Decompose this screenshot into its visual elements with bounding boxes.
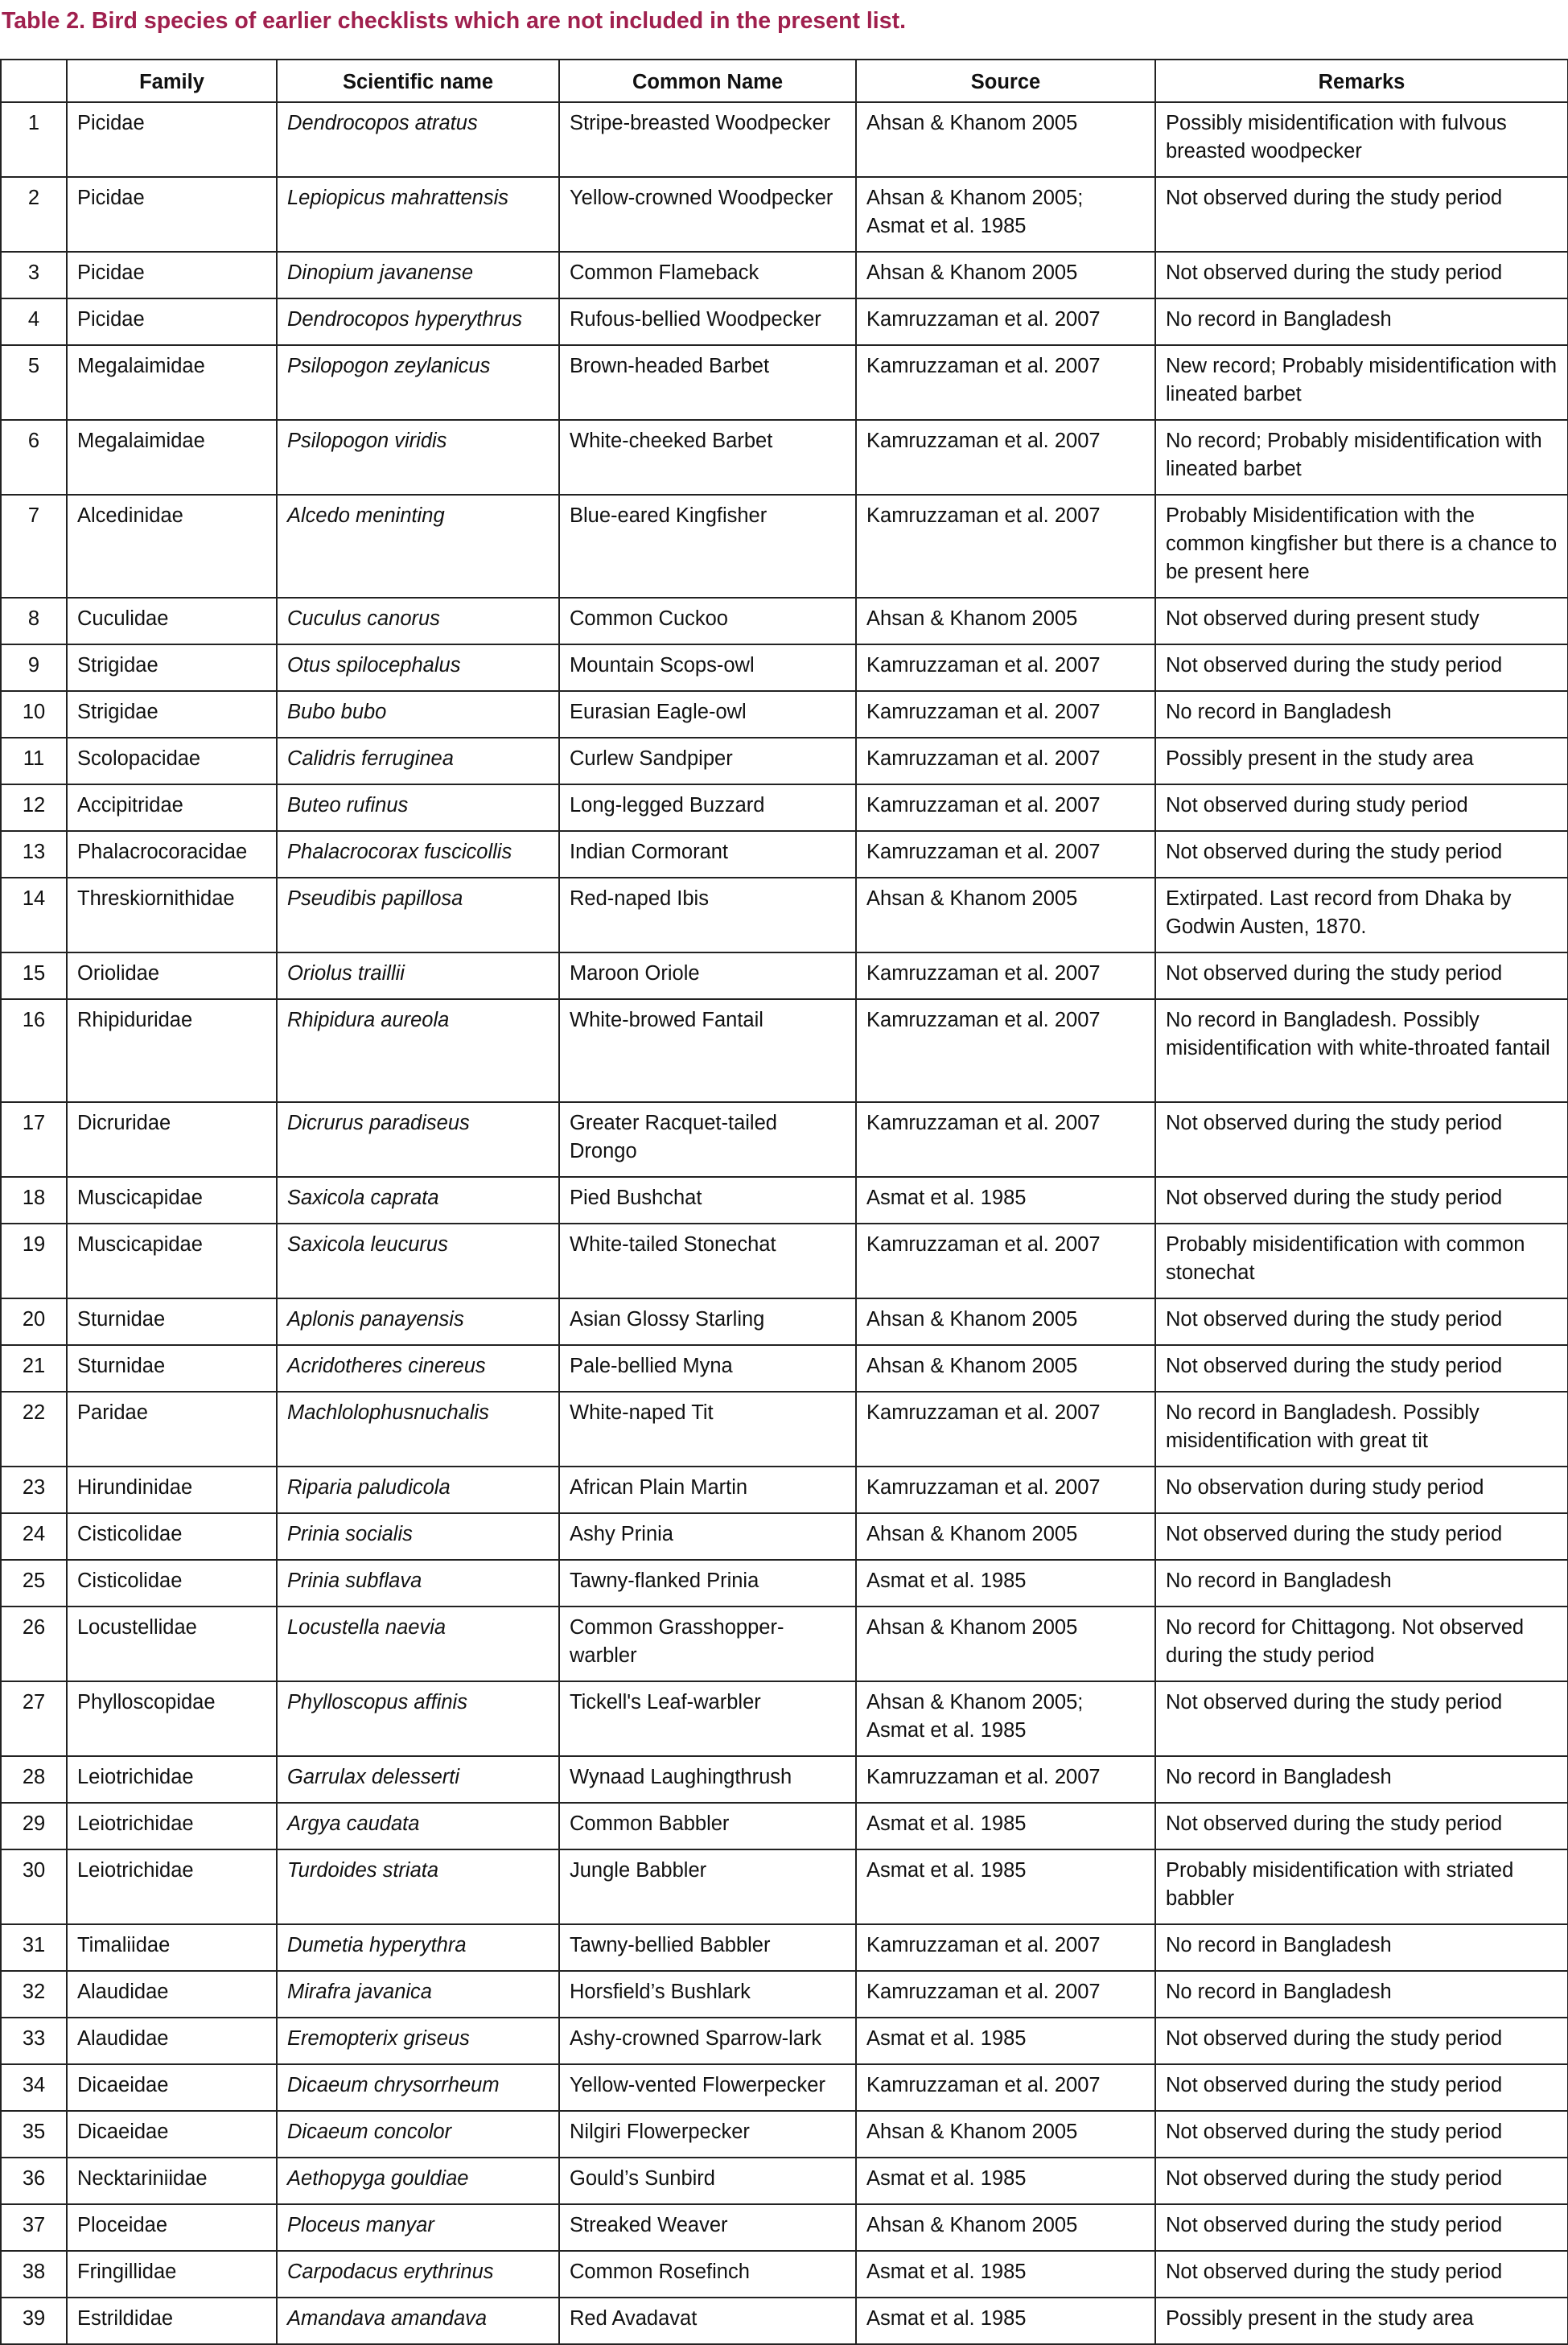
family-cell: Sturnidae xyxy=(67,1345,277,1392)
common-name-cell: White-tailed Stonechat xyxy=(559,1224,856,1298)
common-name-cell: Tawny-bellied Babbler xyxy=(559,1924,856,1971)
row-number: 17 xyxy=(1,1102,67,1177)
scientific-name-cell: Aplonis panayensis xyxy=(277,1298,559,1345)
source-cell: Ahsan & Khanom 2005 xyxy=(856,2204,1155,2251)
row-number: 4 xyxy=(1,298,67,345)
family-cell: Timaliidae xyxy=(67,1924,277,1971)
common-name-cell: Wynaad Laughingthrush xyxy=(559,1756,856,1803)
scientific-name-cell: Saxicola caprata xyxy=(277,1177,559,1224)
common-name-cell: African Plain Martin xyxy=(559,1467,856,1513)
family-cell: Dicaeidae xyxy=(67,2064,277,2111)
remarks-cell: No record in Bangladesh xyxy=(1155,1971,1568,2018)
source-cell: Kamruzzaman et al. 2007 xyxy=(856,495,1155,598)
remarks-cell: Possibly present in the study area xyxy=(1155,2298,1568,2344)
scientific-name-cell: Oriolus traillii xyxy=(277,952,559,999)
family-cell: Locustellidae xyxy=(67,1607,277,1681)
table-row xyxy=(1,1803,1568,1849)
common-name-cell: Common Rosefinch xyxy=(559,2251,856,2298)
table-row xyxy=(1,691,1568,738)
table-row xyxy=(1,1177,1568,1224)
family-cell: Ploceidae xyxy=(67,2204,277,2251)
row-number: 28 xyxy=(1,1756,67,1803)
header-source: Source xyxy=(856,60,1155,102)
remarks-cell: Not observed during the study period xyxy=(1155,2251,1568,2298)
table-row xyxy=(1,2158,1568,2204)
table-caption: Table 2. Bird species of earlier checklists which are not included in the present list. xyxy=(2,8,906,34)
family-cell: Alcedinidae xyxy=(67,495,277,598)
scientific-name-cell: Amandava amandava xyxy=(277,2298,559,2344)
common-name-cell: White-naped Tit xyxy=(559,1392,856,1467)
scientific-name-cell: Dicaeum concolor xyxy=(277,2111,559,2158)
family-cell: Threskiornithidae xyxy=(67,878,277,952)
scientific-name-cell: Saxicola leucurus xyxy=(277,1224,559,1298)
source-cell: Kamruzzaman et al. 2007 xyxy=(856,420,1155,495)
row-number: 36 xyxy=(1,2158,67,2204)
table-row xyxy=(1,1756,1568,1803)
common-name-cell: Nilgiri Flowerpecker xyxy=(559,2111,856,2158)
header-common-name: Common Name xyxy=(559,60,856,102)
row-number: 1 xyxy=(1,102,67,177)
row-number: 30 xyxy=(1,1849,67,1924)
table-row xyxy=(1,831,1568,878)
remarks-cell: No record; Probably misidentification with lineated barbet xyxy=(1155,420,1568,495)
table-row xyxy=(1,2018,1568,2064)
family-cell: Cuculidae xyxy=(67,598,277,644)
common-name-cell: White-browed Fantail xyxy=(559,999,856,1102)
scientific-name-cell: Bubo bubo xyxy=(277,691,559,738)
remarks-cell: Not observed during the study period xyxy=(1155,1681,1568,1756)
family-cell: Dicruridae xyxy=(67,1102,277,1177)
bird-species-table xyxy=(0,59,1568,2345)
remarks-cell: Not observed during the study period xyxy=(1155,1803,1568,1849)
table-row xyxy=(1,2251,1568,2298)
remarks-cell: Probably misidentification with striated babbler xyxy=(1155,1849,1568,1924)
table-row xyxy=(1,102,1568,177)
source-cell: Kamruzzaman et al. 2007 xyxy=(856,952,1155,999)
common-name-cell: Asian Glossy Starling xyxy=(559,1298,856,1345)
row-number: 9 xyxy=(1,644,67,691)
common-name-cell: Yellow-crowned Woodpecker xyxy=(559,177,856,252)
common-name-cell: Brown-headed Barbet xyxy=(559,345,856,420)
table-row xyxy=(1,999,1568,1102)
remarks-cell: No record in Bangladesh xyxy=(1155,691,1568,738)
common-name-cell: Common Cuckoo xyxy=(559,598,856,644)
row-number: 18 xyxy=(1,1177,67,1224)
common-name-cell: Blue-eared Kingfisher xyxy=(559,495,856,598)
scientific-name-cell: Cuculus canorus xyxy=(277,598,559,644)
family-cell: Muscicapidae xyxy=(67,1224,277,1298)
common-name-cell: Curlew Sandpiper xyxy=(559,738,856,784)
remarks-cell: No observation during study period xyxy=(1155,1467,1568,1513)
scientific-name-cell: Carpodacus erythrinus xyxy=(277,2251,559,2298)
common-name-cell: Mountain Scops-owl xyxy=(559,644,856,691)
source-cell: Kamruzzaman et al. 2007 xyxy=(856,831,1155,878)
common-name-cell: Pied Bushchat xyxy=(559,1177,856,1224)
common-name-cell: Common Flameback xyxy=(559,252,856,298)
scientific-name-cell: Pseudibis papillosa xyxy=(277,878,559,952)
row-number: 5 xyxy=(1,345,67,420)
row-number: 34 xyxy=(1,2064,67,2111)
row-number: 23 xyxy=(1,1467,67,1513)
scientific-name-cell: Locustella naevia xyxy=(277,1607,559,1681)
scientific-name-cell: Garrulax delesserti xyxy=(277,1756,559,1803)
scientific-name-cell: Psilopogon viridis xyxy=(277,420,559,495)
table-row xyxy=(1,1849,1568,1924)
remarks-cell: Not observed during the study period xyxy=(1155,2158,1568,2204)
table-row xyxy=(1,1298,1568,1345)
common-name-cell: Red-naped Ibis xyxy=(559,878,856,952)
row-number: 19 xyxy=(1,1224,67,1298)
remarks-cell: Not observed during the study period xyxy=(1155,2064,1568,2111)
row-number: 37 xyxy=(1,2204,67,2251)
remarks-cell: Possibly present in the study area xyxy=(1155,738,1568,784)
row-number: 3 xyxy=(1,252,67,298)
family-cell: Sturnidae xyxy=(67,1298,277,1345)
common-name-cell: Tawny-flanked Prinia xyxy=(559,1560,856,1607)
remarks-cell: Not observed during the study period xyxy=(1155,177,1568,252)
remarks-cell: No record in Bangladesh. Possibly misidentification with white-throated fantail xyxy=(1155,999,1568,1102)
remarks-cell: Probably Misidentification with the common kingfisher but there is a chance to be present here xyxy=(1155,495,1568,598)
family-cell: Estrildidae xyxy=(67,2298,277,2344)
remarks-cell: New record; Probably misidentification with lineated barbet xyxy=(1155,345,1568,420)
source-cell: Kamruzzaman et al. 2007 xyxy=(856,999,1155,1102)
source-cell: Kamruzzaman et al. 2007 xyxy=(856,1971,1155,2018)
scientific-name-cell: Phylloscopus affinis xyxy=(277,1681,559,1756)
scientific-name-cell: Mirafra javanica xyxy=(277,1971,559,2018)
remarks-cell: Not observed during the study period xyxy=(1155,2204,1568,2251)
remarks-cell: Extirpated. Last record from Dhaka by Godwin Austen, 1870. xyxy=(1155,878,1568,952)
source-cell: Asmat et al. 1985 xyxy=(856,1177,1155,1224)
scientific-name-cell: Aethopyga gouldiae xyxy=(277,2158,559,2204)
source-cell: Ahsan & Khanom 2005 xyxy=(856,102,1155,177)
family-cell: Strigidae xyxy=(67,644,277,691)
remarks-cell: Not observed during the study period xyxy=(1155,1177,1568,1224)
row-number: 13 xyxy=(1,831,67,878)
remarks-cell: Not observed during the study period xyxy=(1155,1102,1568,1177)
table-row xyxy=(1,738,1568,784)
scientific-name-cell: Dicaeum chrysorrheum xyxy=(277,2064,559,2111)
source-cell: Kamruzzaman et al. 2007 xyxy=(856,1102,1155,1177)
row-number: 35 xyxy=(1,2111,67,2158)
source-cell: Ahsan & Khanom 2005; Asmat et al. 1985 xyxy=(856,177,1155,252)
remarks-cell: No record in Bangladesh xyxy=(1155,1756,1568,1803)
scientific-name-cell: Argya caudata xyxy=(277,1803,559,1849)
table-row xyxy=(1,2064,1568,2111)
scientific-name-cell: Dicrurus paradiseus xyxy=(277,1102,559,1177)
family-cell: Rhipiduridae xyxy=(67,999,277,1102)
scientific-name-cell: Rhipidura aureola xyxy=(277,999,559,1102)
remarks-cell: Not observed during the study period xyxy=(1155,952,1568,999)
scientific-name-cell: Acridotheres cinereus xyxy=(277,1345,559,1392)
table-row xyxy=(1,878,1568,952)
remarks-cell: Not observed during present study xyxy=(1155,598,1568,644)
source-cell: Asmat et al. 1985 xyxy=(856,2018,1155,2064)
common-name-cell: Indian Cormorant xyxy=(559,831,856,878)
common-name-cell: Tickell's Leaf-warbler xyxy=(559,1681,856,1756)
source-cell: Asmat et al. 1985 xyxy=(856,2298,1155,2344)
header-remarks: Remarks xyxy=(1155,60,1568,102)
source-cell: Ahsan & Khanom 2005 xyxy=(856,1298,1155,1345)
common-name-cell: Ashy-crowned Sparrow-lark xyxy=(559,2018,856,2064)
table-row xyxy=(1,1467,1568,1513)
table-row xyxy=(1,1513,1568,1560)
source-cell: Kamruzzaman et al. 2007 xyxy=(856,1392,1155,1467)
remarks-cell: Not observed during the study period xyxy=(1155,1513,1568,1560)
family-cell: Phylloscopidae xyxy=(67,1681,277,1756)
source-cell: Asmat et al. 1985 xyxy=(856,1849,1155,1924)
row-number: 7 xyxy=(1,495,67,598)
common-name-cell: Pale-bellied Myna xyxy=(559,1345,856,1392)
row-number: 21 xyxy=(1,1345,67,1392)
family-cell: Hirundinidae xyxy=(67,1467,277,1513)
source-cell: Asmat et al. 1985 xyxy=(856,1803,1155,1849)
scientific-name-cell: Prinia socialis xyxy=(277,1513,559,1560)
row-number: 2 xyxy=(1,177,67,252)
row-number: 10 xyxy=(1,691,67,738)
row-number: 24 xyxy=(1,1513,67,1560)
scientific-name-cell: Buteo rufinus xyxy=(277,784,559,831)
family-cell: Cisticolidae xyxy=(67,1560,277,1607)
remarks-cell: No record in Bangladesh. Possibly misidentification with great tit xyxy=(1155,1392,1568,1467)
row-number: 12 xyxy=(1,784,67,831)
scientific-name-cell: Turdoides striata xyxy=(277,1849,559,1924)
source-cell: Ahsan & Khanom 2005 xyxy=(856,1345,1155,1392)
header-row xyxy=(1,60,1568,102)
table-row xyxy=(1,1224,1568,1298)
row-number: 39 xyxy=(1,2298,67,2344)
table-row xyxy=(1,952,1568,999)
common-name-cell: Maroon Oriole xyxy=(559,952,856,999)
table-row xyxy=(1,1345,1568,1392)
source-cell: Kamruzzaman et al. 2007 xyxy=(856,784,1155,831)
table-row xyxy=(1,495,1568,598)
scientific-name-cell: Prinia subflava xyxy=(277,1560,559,1607)
remarks-cell: No record for Chittagong. Not observed during the study period xyxy=(1155,1607,1568,1681)
family-cell: Leiotrichidae xyxy=(67,1803,277,1849)
source-cell: Ahsan & Khanom 2005; Asmat et al. 1985 xyxy=(856,1681,1155,1756)
table-header xyxy=(1,60,1568,102)
source-cell: Kamruzzaman et al. 2007 xyxy=(856,298,1155,345)
source-cell: Kamruzzaman et al. 2007 xyxy=(856,644,1155,691)
row-number: 15 xyxy=(1,952,67,999)
family-cell: Alaudidae xyxy=(67,1971,277,2018)
table-row xyxy=(1,1681,1568,1756)
scientific-name-cell: Eremopterix griseus xyxy=(277,2018,559,2064)
family-cell: Picidae xyxy=(67,298,277,345)
table-row xyxy=(1,644,1568,691)
family-cell: Muscicapidae xyxy=(67,1177,277,1224)
remarks-cell: Not observed during the study period xyxy=(1155,2111,1568,2158)
table-row xyxy=(1,345,1568,420)
family-cell: Leiotrichidae xyxy=(67,1756,277,1803)
source-cell: Kamruzzaman et al. 2007 xyxy=(856,345,1155,420)
common-name-cell: Yellow-vented Flowerpecker xyxy=(559,2064,856,2111)
table-row xyxy=(1,2298,1568,2344)
common-name-cell: Eurasian Eagle-owl xyxy=(559,691,856,738)
family-cell: Picidae xyxy=(67,102,277,177)
table-row xyxy=(1,1971,1568,2018)
row-number: 25 xyxy=(1,1560,67,1607)
table-row xyxy=(1,252,1568,298)
table-row xyxy=(1,1607,1568,1681)
scientific-name-cell: Ploceus manyar xyxy=(277,2204,559,2251)
table-row xyxy=(1,298,1568,345)
scientific-name-cell: Otus spilocephalus xyxy=(277,644,559,691)
row-number: 8 xyxy=(1,598,67,644)
scientific-name-cell: Machlolophusnuchalis xyxy=(277,1392,559,1467)
table-row xyxy=(1,1392,1568,1467)
source-cell: Ahsan & Khanom 2005 xyxy=(856,598,1155,644)
common-name-cell: Greater Racquet-tailed Drongo xyxy=(559,1102,856,1177)
common-name-cell: Stripe-breasted Woodpecker xyxy=(559,102,856,177)
scientific-name-cell: Dendrocopos atratus xyxy=(277,102,559,177)
row-number: 26 xyxy=(1,1607,67,1681)
source-cell: Kamruzzaman et al. 2007 xyxy=(856,1756,1155,1803)
scientific-name-cell: Psilopogon zeylanicus xyxy=(277,345,559,420)
family-cell: Leiotrichidae xyxy=(67,1849,277,1924)
remarks-cell: No record in Bangladesh xyxy=(1155,298,1568,345)
header-number xyxy=(1,60,67,102)
table-row xyxy=(1,2111,1568,2158)
remarks-cell: Not observed during the study period xyxy=(1155,2018,1568,2064)
table-row xyxy=(1,1560,1568,1607)
common-name-cell: Long-legged Buzzard xyxy=(559,784,856,831)
common-name-cell: Rufous-bellied Woodpecker xyxy=(559,298,856,345)
family-cell: Picidae xyxy=(67,252,277,298)
scientific-name-cell: Phalacrocorax fuscicollis xyxy=(277,831,559,878)
source-cell: Ahsan & Khanom 2005 xyxy=(856,878,1155,952)
table-row xyxy=(1,598,1568,644)
table-row xyxy=(1,177,1568,252)
source-cell: Asmat et al. 1985 xyxy=(856,2251,1155,2298)
family-cell: Cisticolidae xyxy=(67,1513,277,1560)
row-number: 38 xyxy=(1,2251,67,2298)
family-cell: Necktariniidae xyxy=(67,2158,277,2204)
family-cell: Strigidae xyxy=(67,691,277,738)
scientific-name-cell: Riparia paludicola xyxy=(277,1467,559,1513)
source-cell: Kamruzzaman et al. 2007 xyxy=(856,1467,1155,1513)
scientific-name-cell: Lepiopicus mahrattensis xyxy=(277,177,559,252)
remarks-cell: Probably misidentification with common stonechat xyxy=(1155,1224,1568,1298)
row-number: 33 xyxy=(1,2018,67,2064)
source-cell: Ahsan & Khanom 2005 xyxy=(856,1607,1155,1681)
common-name-cell: Red Avadavat xyxy=(559,2298,856,2344)
scientific-name-cell: Dendrocopos hyperythrus xyxy=(277,298,559,345)
source-cell: Kamruzzaman et al. 2007 xyxy=(856,691,1155,738)
table-body xyxy=(1,102,1568,2344)
table-row xyxy=(1,1924,1568,1971)
family-cell: Scolopacidae xyxy=(67,738,277,784)
source-cell: Kamruzzaman et al. 2007 xyxy=(856,738,1155,784)
source-cell: Kamruzzaman et al. 2007 xyxy=(856,1224,1155,1298)
family-cell: Fringillidae xyxy=(67,2251,277,2298)
table-row xyxy=(1,784,1568,831)
scientific-name-cell: Calidris ferruginea xyxy=(277,738,559,784)
remarks-cell: Not observed during the study period xyxy=(1155,1345,1568,1392)
family-cell: Oriolidae xyxy=(67,952,277,999)
row-number: 20 xyxy=(1,1298,67,1345)
remarks-cell: Not observed during the study period xyxy=(1155,831,1568,878)
family-cell: Paridae xyxy=(67,1392,277,1467)
row-number: 16 xyxy=(1,999,67,1102)
family-cell: Phalacrocoracidae xyxy=(67,831,277,878)
common-name-cell: Common Babbler xyxy=(559,1803,856,1849)
row-number: 27 xyxy=(1,1681,67,1756)
family-cell: Alaudidae xyxy=(67,2018,277,2064)
remarks-cell: Not observed during study period xyxy=(1155,784,1568,831)
remarks-cell: No record in Bangladesh xyxy=(1155,1924,1568,1971)
remarks-cell: Not observed during the study period xyxy=(1155,1298,1568,1345)
row-number: 22 xyxy=(1,1392,67,1467)
family-cell: Dicaeidae xyxy=(67,2111,277,2158)
scientific-name-cell: Dinopium javanense xyxy=(277,252,559,298)
remarks-cell: Not observed during the study period xyxy=(1155,644,1568,691)
row-number: 6 xyxy=(1,420,67,495)
row-number: 11 xyxy=(1,738,67,784)
common-name-cell: Gould’s Sunbird xyxy=(559,2158,856,2204)
header-family: Family xyxy=(67,60,277,102)
source-cell: Ahsan & Khanom 2005 xyxy=(856,252,1155,298)
common-name-cell: Horsfield’s Bushlark xyxy=(559,1971,856,2018)
family-cell: Picidae xyxy=(67,177,277,252)
row-number: 32 xyxy=(1,1971,67,2018)
source-cell: Asmat et al. 1985 xyxy=(856,1560,1155,1607)
scientific-name-cell: Alcedo meninting xyxy=(277,495,559,598)
remarks-cell: Not observed during the study period xyxy=(1155,252,1568,298)
source-cell: Kamruzzaman et al. 2007 xyxy=(856,2064,1155,2111)
common-name-cell: Jungle Babbler xyxy=(559,1849,856,1924)
source-cell: Asmat et al. 1985 xyxy=(856,2158,1155,2204)
remarks-cell: Possibly misidentification with fulvous breasted woodpecker xyxy=(1155,102,1568,177)
common-name-cell: Ashy Prinia xyxy=(559,1513,856,1560)
row-number: 14 xyxy=(1,878,67,952)
family-cell: Megalaimidae xyxy=(67,420,277,495)
table-row xyxy=(1,420,1568,495)
scientific-name-cell: Dumetia hyperythra xyxy=(277,1924,559,1971)
header-scientific-name: Scientific name xyxy=(277,60,559,102)
source-cell: Ahsan & Khanom 2005 xyxy=(856,2111,1155,2158)
family-cell: Megalaimidae xyxy=(67,345,277,420)
source-cell: Ahsan & Khanom 2005 xyxy=(856,1513,1155,1560)
common-name-cell: Streaked Weaver xyxy=(559,2204,856,2251)
table-row xyxy=(1,1102,1568,1177)
source-cell: Kamruzzaman et al. 2007 xyxy=(856,1924,1155,1971)
common-name-cell: White-cheeked Barbet xyxy=(559,420,856,495)
common-name-cell: Common Grasshopper-warbler xyxy=(559,1607,856,1681)
remarks-cell: No record in Bangladesh xyxy=(1155,1560,1568,1607)
row-number: 29 xyxy=(1,1803,67,1849)
row-number: 31 xyxy=(1,1924,67,1971)
table-row xyxy=(1,2204,1568,2251)
family-cell: Accipitridae xyxy=(67,784,277,831)
